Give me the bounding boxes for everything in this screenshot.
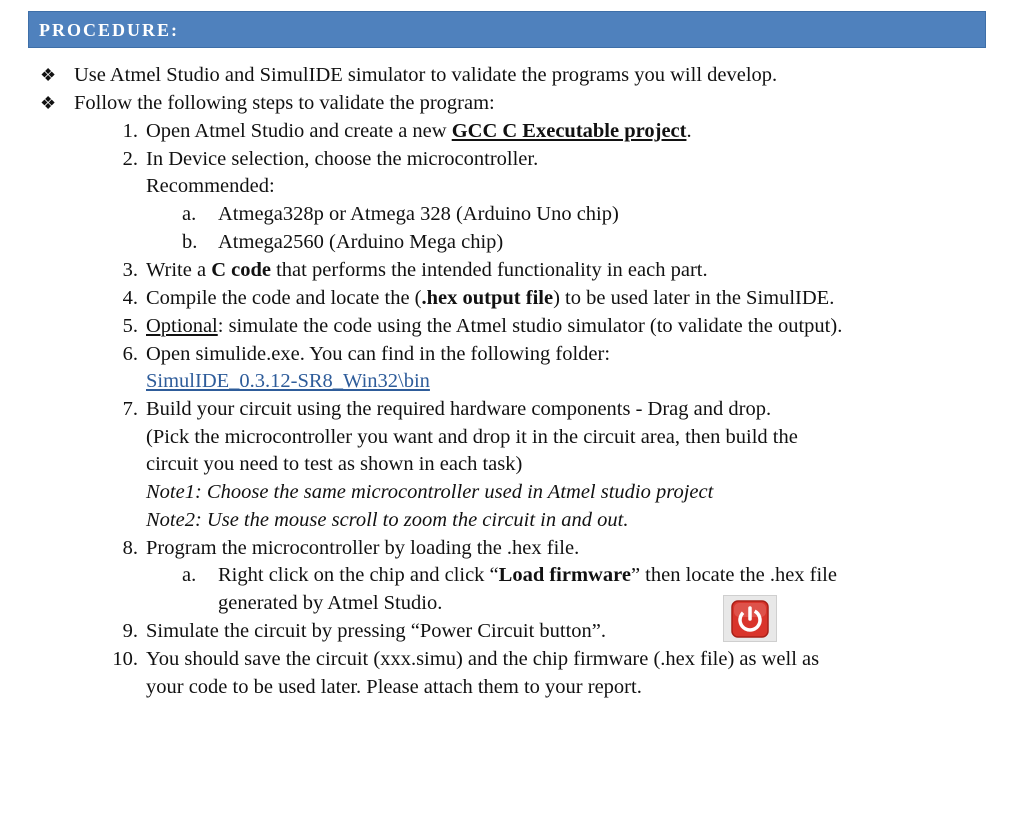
substep-8a-line-2: generated by Atmel Studio. [218,592,443,614]
note-2: Note2: Use the mouse scroll to zoom the circuit in and out. [146,509,629,531]
step-number: 1. [122,120,138,142]
step-number: 8. [122,537,138,559]
step-9: Simulate the circuit by pressing “Power Circuit button”. [146,620,607,642]
simulide-folder-link[interactable]: SimulIDE_0.3.12-SR8_Win32\bin [146,370,430,392]
diamond-bullet-icon: ❖ [40,93,57,113]
gcc-project-type: GCC C Executable project [451,120,687,142]
step-4: Compile the code and locate the (.hex output file) to be used later in the SimulIDE. [146,287,835,309]
step-number: 7. [122,398,138,420]
step-7: Build your circuit using the required hardware components - Drag and drop. [146,398,772,420]
step-number: 9. [122,620,138,642]
step-1: Open Atmel Studio and create a new GCC C Executable project. [146,120,692,142]
step-10: You should save the circuit (xxx.simu) and the chip firmware (.hex file) as well as [146,648,820,670]
step-number: 4. [122,287,138,309]
step-10-line-2: your code to be used later. Please attach them to your report. [146,676,642,698]
substep-2a: Atmega328p or Atmega 328 (Arduino Uno chip) [218,203,619,225]
substep-label: b. [182,231,198,253]
recommended-label: Recommended: [146,175,275,197]
substep-label: a. [182,564,197,586]
step-5: Optional: simulate the code using the Atmel studio simulator (to validate the output). [146,315,843,337]
step-8: Program the microcontroller by loading the .hex file. [146,537,580,559]
step-number: 2. [122,148,138,170]
step-number: 10. [112,648,138,670]
substep-label: a. [182,203,197,225]
step-number: 5. [122,315,138,337]
bullet-text-1: Use Atmel Studio and SimulIDE simulator to validate the programs you will develop. [74,64,778,86]
step-3: Write a C code that performs the intended functionality in each part. [146,259,708,281]
step-7-line-2: (Pick the microcontroller you want and drop it in the circuit area, then build the [146,426,798,448]
step-2: In Device selection, choose the microcontroller. [146,148,539,170]
power-button-icon [723,595,777,642]
bullet-text-2: Follow the following steps to validate the program: [74,92,495,114]
note-1: Note1: Choose the same microcontroller used in Atmel studio project [146,481,714,503]
step-6: Open simulide.exe. You can find in the following folder: [146,343,611,365]
substep-2b: Atmega2560 (Arduino Mega chip) [218,231,504,253]
substep-8a: Right click on the chip and click “Load firmware” then locate the .hex file [218,564,837,586]
step-number: 6. [122,343,138,365]
step-number: 3. [122,259,138,281]
procedure-title: PROCEDURE: [39,20,179,40]
procedure-header [28,11,986,48]
diamond-bullet-icon: ❖ [40,65,57,85]
step-7-line-3: circuit you need to test as shown in each task) [146,453,523,475]
